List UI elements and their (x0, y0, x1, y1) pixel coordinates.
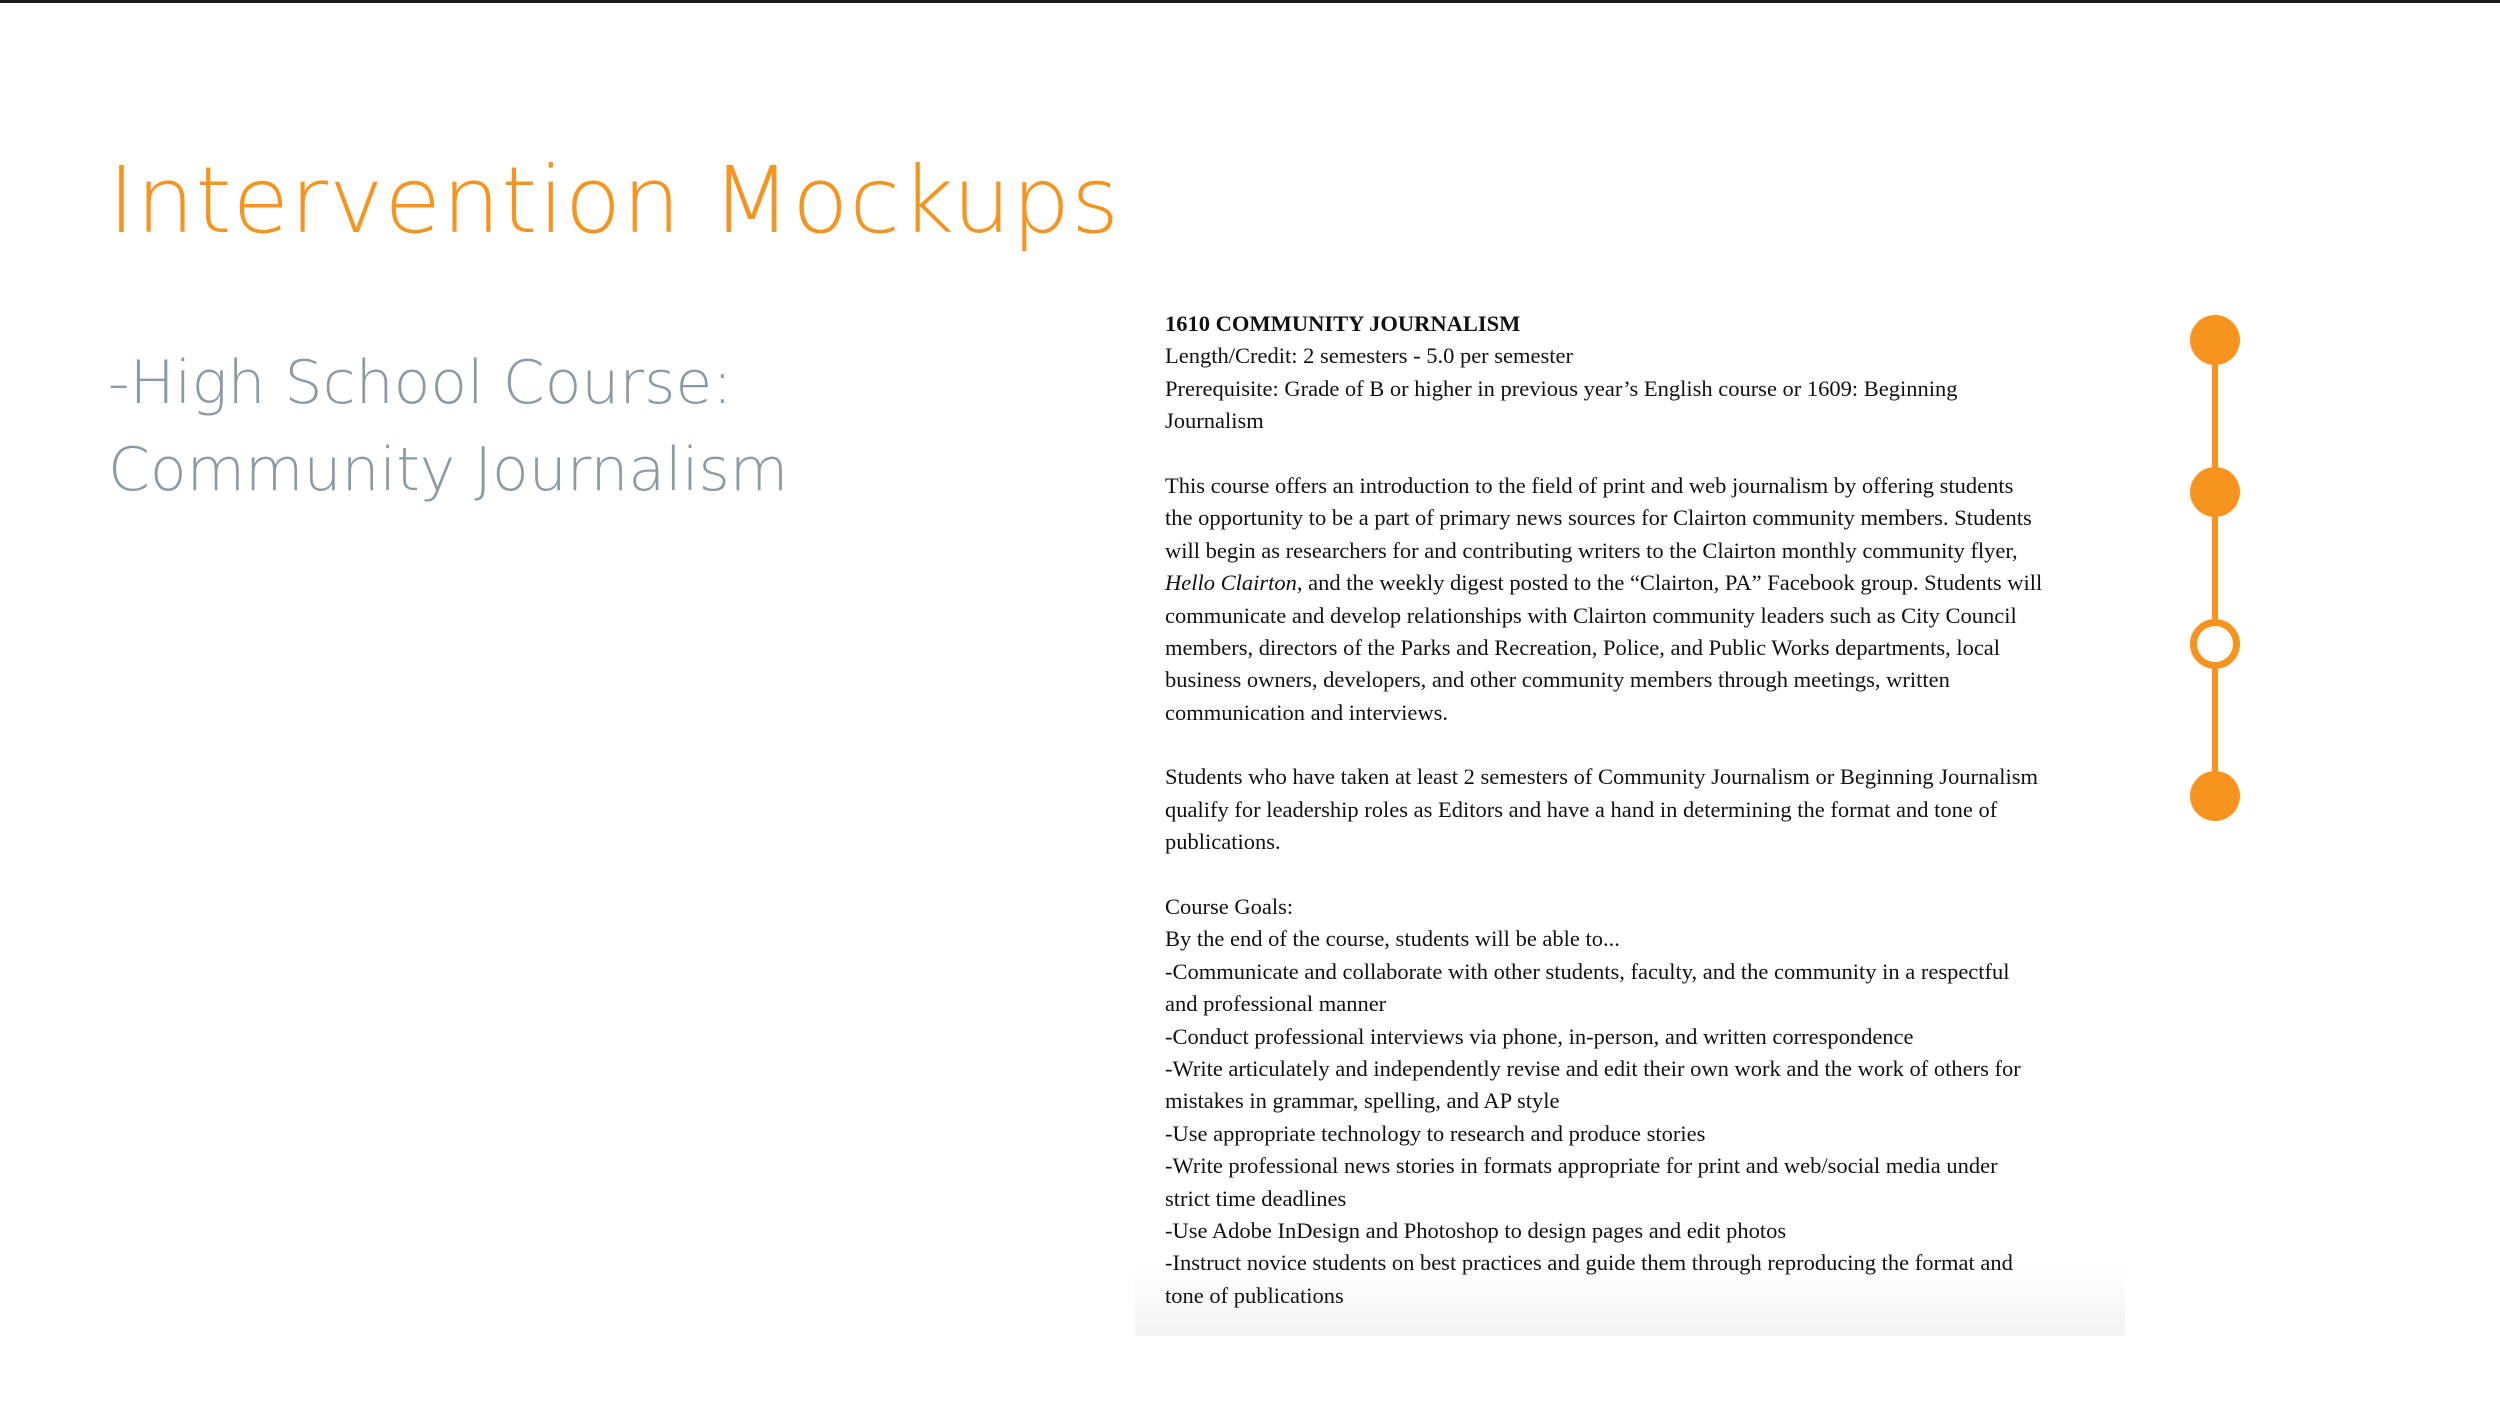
description-line (1165, 567, 2125, 599)
goal-line: -Write articulately and independently revise and edit their own work and the work of others for (1165, 1055, 2021, 1081)
paragraph-gap (1165, 859, 2125, 891)
description-line: business owners, developers, and other community members through meetings, written (1165, 667, 1950, 693)
slide-subtitle (108, 340, 788, 514)
subtitle-line: Community Journalism (108, 435, 789, 505)
goal-line: -Conduct professional interviews via phone, in-person, and written correspondence (1165, 1023, 1914, 1049)
paragraph-gap (1165, 438, 2125, 470)
leadership-line: Students who have taken at least 2 semesters of Community Journalism or Beginning Journalism (1165, 764, 2039, 790)
description-line: will begin as researchers for and contributing writers to the Clairton monthly community flyer, (1165, 537, 2018, 563)
description-line: communication and interviews. (1165, 699, 1449, 725)
progress-timeline (2190, 315, 2240, 845)
timeline-connector (2212, 340, 2218, 795)
course-heading: 1610 COMMUNITY JOURNALISM (1165, 311, 1521, 336)
document-text (1165, 308, 2125, 1312)
description-line: communicate and develop relationships with Clairton community leaders such as City Council (1165, 602, 2017, 628)
timeline-step-3-current (2190, 619, 2240, 669)
paragraph-gap (1165, 729, 2125, 761)
goal-line: -Instruct novice students on best practices and guide them through reproducing the format and (1165, 1250, 2013, 1276)
leadership-line: qualify for leadership roles as Editors and have a hand in determining the format and tone of (1165, 796, 1998, 822)
leadership-line: publications. (1165, 829, 1281, 855)
description-line: members, directors of the Parks and Recreation, Police, and Public Works departments, local (1165, 634, 2001, 660)
timeline-step-1 (2190, 315, 2240, 365)
flyer-title: Hello Clairton (1165, 570, 1297, 596)
prerequisite-line: Prerequisite: Grade of B or higher in previous year’s English course or 1609: Beginning (1165, 375, 1958, 401)
timeline-step-4 (2190, 771, 2240, 821)
timeline-step-2 (2190, 467, 2240, 517)
goal-line: -Use Adobe InDesign and Photoshop to design pages and edit photos (1165, 1217, 1787, 1243)
top-border (0, 0, 2500, 3)
prerequisite-line: Journalism (1165, 408, 1264, 434)
description-line-rest: , and the weekly digest posted to the “Clairton, PA” Facebook group. Students will (1296, 570, 2043, 596)
goal-line: -Communicate and collaborate with other students, faculty, and the community in a respectful (1165, 958, 2010, 984)
goal-line: tone of publications (1165, 1282, 1344, 1308)
goal-line: -Write professional news stories in formats appropriate for print and web/social media under (1165, 1153, 1998, 1179)
slide-title: Intervention Mockups (108, 147, 1121, 254)
goal-line: and professional manner (1165, 991, 1387, 1017)
goal-line: mistakes in grammar, spelling, and AP style (1165, 1088, 1560, 1114)
description-line: the opportunity to be a part of primary news sources for Clairton community members. Students (1165, 505, 2032, 531)
goals-heading: Course Goals: (1165, 894, 1294, 920)
subtitle-line: -High School Course: (108, 348, 733, 418)
course-description-document (1135, 302, 2125, 1336)
description-line: This course offers an introduction to the field of print and web journalism by offering students (1165, 472, 2014, 498)
goal-line: -Use appropriate technology to research and produce stories (1165, 1120, 1706, 1146)
goals-intro: By the end of the course, students will be able to... (1165, 926, 1620, 952)
goal-line: strict time deadlines (1165, 1185, 1347, 1211)
length-credit: Length/Credit: 2 semesters - 5.0 per semester (1165, 343, 1574, 369)
